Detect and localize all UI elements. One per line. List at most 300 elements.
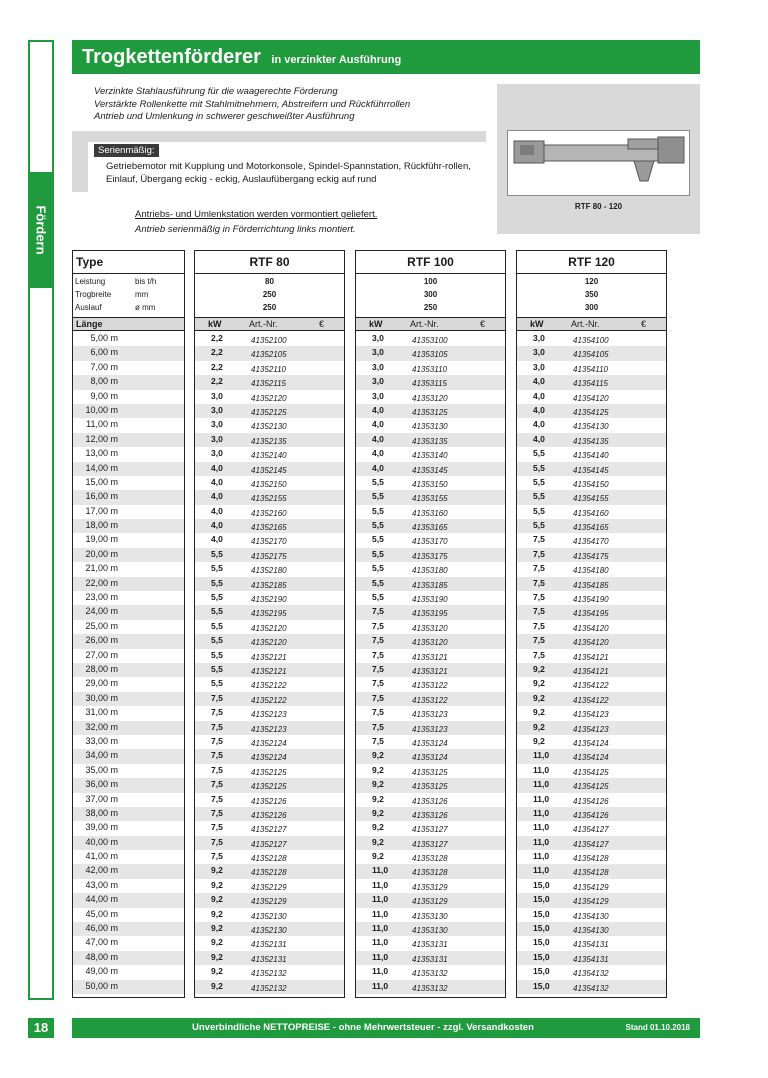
kw-value: 15,0 [533,980,550,991]
kw-value: 7,5 [211,807,223,818]
kw-value: 4,0 [372,448,384,459]
article-number: 41352121 [251,666,287,676]
kw-value: 9,2 [211,865,223,876]
article-number: 41352130 [251,911,287,921]
kw-value: 7,5 [372,678,384,689]
table-row [73,764,184,778]
kw-value: 5,5 [372,520,384,531]
table-row [195,735,344,749]
length-value: 31,00 m [85,707,118,718]
table-row [517,706,666,720]
length-value: 19,00 m [85,534,118,545]
table-row [73,778,184,792]
spec-value: 250 [262,303,277,312]
kw-value: 7,5 [372,735,384,746]
kw-value: 5,5 [533,491,545,502]
table-row [356,663,505,677]
article-number: 41352125 [251,782,287,792]
article-number: 41354175 [573,551,609,561]
article-number: 41353121 [412,666,448,676]
article-number: 41354165 [573,523,609,533]
article-number: 41353165 [412,523,448,533]
length-value: 36,00 m [85,779,118,790]
article-number: 41353155 [412,494,448,504]
article-number: 41354105 [573,350,609,360]
kw-value: 11,0 [533,750,550,761]
kw-value: 11,0 [372,865,389,876]
kw-value: 5,5 [533,505,545,516]
table-row [195,965,344,979]
article-number: 41352170 [251,537,287,547]
article-number: 41352160 [251,508,287,518]
article-number: 41353130 [412,911,448,921]
table-row [517,749,666,763]
kw-value: 15,0 [533,951,550,962]
article-number: 41353132 [412,983,448,993]
table-row [517,433,666,447]
article-number: 41353115 [412,379,447,389]
table-row [517,778,666,792]
article-number: 41353140 [412,451,448,461]
article-number: 41353180 [412,566,448,576]
table-row [356,591,505,605]
table-row [73,375,184,389]
table-row [73,951,184,965]
model-column-rtf80 [194,250,345,998]
kw-value: 7,5 [211,779,223,790]
article-number: 41353100 [412,336,448,345]
column-headers [195,317,344,331]
kw-value: 11,0 [372,937,389,948]
price-header: € [319,319,325,329]
kw-value: 15,0 [533,908,550,919]
article-number: 41353127 [412,839,448,849]
table-row [195,591,344,605]
kw-value: 5,5 [372,476,384,487]
kw-value: 4,0 [372,433,384,444]
length-value: 34,00 m [85,750,118,761]
table-row [356,418,505,432]
table-row [517,864,666,878]
kw-value: 9,2 [211,937,223,948]
table-row [73,433,184,447]
kw-value: 11,0 [372,923,389,934]
article-number: 41352135 [251,436,287,446]
table-row [356,433,505,447]
length-value: 15,00 m [85,476,118,487]
kw-value: 9,2 [533,707,545,718]
intro-line: Antrieb und Umlenkung in schwerer geschweißter Ausführung [94,111,355,122]
article-number: 41352128 [251,868,287,878]
kw-header: kW [369,319,383,329]
table-row [356,692,505,706]
article-number: 41353195 [412,609,448,619]
table-row [195,677,344,691]
table-row [517,922,666,936]
table-row [517,620,666,634]
kw-value: 5,5 [372,491,384,502]
length-value: 25,00 m [85,620,118,631]
article-number: 41354121 [573,652,609,662]
table-row [517,519,666,533]
model-name: RTF 80 [195,251,344,274]
article-number: 41354120 [573,393,609,403]
table-row [356,721,505,735]
article-number: 41353123 [412,710,448,720]
conveyor-illustration [508,131,689,195]
kw-value: 7,5 [372,692,384,703]
kw-value: 5,5 [372,563,384,574]
table-row [356,706,505,720]
kw-value: 9,2 [211,966,223,977]
article-number: 41354155 [573,494,609,504]
table-row [195,980,344,994]
table-row [73,620,184,634]
table-row [517,591,666,605]
table-row [195,519,344,533]
table-row [195,706,344,720]
article-number: 41353124 [412,753,448,763]
footer-note: Unverbindliche NETTOPREISE - ohne Mehrwertsteuer - zzgl. Versandkosten [192,1022,534,1033]
table-row [517,677,666,691]
table-row [356,879,505,893]
kw-value: 11,0 [372,908,389,919]
table-row [517,361,666,375]
table-row [73,807,184,821]
kw-value: 7,5 [533,606,545,617]
table-row [517,490,666,504]
table-row [195,548,344,562]
article-number: 41352124 [251,753,287,763]
article-number: 41352110 [251,364,286,374]
price-header: € [480,319,486,329]
length-value: 45,00 m [85,908,118,919]
table-row [73,821,184,835]
table-row [356,346,505,360]
table-row [356,893,505,907]
note-drive: Antrieb serienmäßig in Förderrichtung links montiert. [135,224,356,235]
article-number: 41352140 [251,451,287,461]
kw-value: 5,5 [372,592,384,603]
table-row [73,692,184,706]
kw-value: 3,0 [372,347,384,358]
kw-value: 11,0 [533,851,550,862]
table-row [356,490,505,504]
article-number: 41352125 [251,767,287,777]
table-row [73,663,184,677]
kw-value: 9,2 [372,779,384,790]
length-value: 17,00 m [85,505,118,516]
kw-value: 9,2 [533,721,545,732]
table-row [73,634,184,648]
table-row [356,836,505,850]
length-value: 5,00 m [90,333,118,343]
article-number: 41353123 [412,724,448,734]
serien-text: Getriebemotor mit Kupplung und Motorkonsole, Spindel-Spannstation, Rückführ-rollen, Einlauf, Übergang eckig - eckig, Auslaufübergang eckig auf rund [106,161,471,185]
kw-value: 7,5 [372,635,384,646]
kw-value: 9,2 [372,851,384,862]
table-row [517,476,666,490]
article-number: 41354145 [573,465,609,475]
kw-value: 9,2 [372,836,384,847]
length-value: 43,00 m [85,879,118,890]
kw-value: 9,2 [211,923,223,934]
footer-date: Stand 01.10.2018 [625,1023,690,1032]
article-number: 41354130 [573,926,609,936]
article-number: 41352123 [251,724,287,734]
table-row [195,605,344,619]
article-number: 41353130 [412,422,448,432]
article-number: 41353120 [412,638,448,648]
kw-value: 7,5 [533,534,545,545]
article-number: 41352120 [251,393,287,403]
product-caption: RTF 80 - 120 [574,202,623,211]
kw-value: 4,0 [211,520,223,531]
article-number: 41352185 [251,580,287,590]
article-number: 41354195 [573,609,609,619]
table-row [517,375,666,389]
kw-value: 9,2 [211,879,223,890]
article-number: 41353129 [412,882,448,892]
table-row [517,764,666,778]
table-row [356,764,505,778]
table-row [517,692,666,706]
article-number: 41354127 [573,825,609,835]
table-row [195,764,344,778]
kw-value: 7,5 [533,577,545,588]
length-value: 12,00 m [85,433,118,444]
article-number: 41352129 [251,882,287,892]
kw-value: 3,0 [533,361,545,372]
table-row [517,548,666,562]
table-row [73,505,184,519]
table-row [356,793,505,807]
type-header: Type [73,251,184,274]
kw-value: 5,5 [211,663,223,674]
length-rows [73,331,184,994]
kw-value: 7,5 [372,620,384,631]
kw-value: 15,0 [533,923,550,934]
article-number: 41352105 [251,350,287,360]
side-tab [28,172,54,288]
article-number: 41353170 [412,537,448,547]
table-row [195,922,344,936]
article-number: 41353145 [412,465,448,475]
kw-value: 9,2 [211,951,223,962]
article-number: 41354122 [573,681,609,691]
article-number: 41354131 [573,940,609,950]
kw-value: 3,0 [211,404,223,415]
article-number: 41352122 [251,695,287,705]
article-number: 41353110 [412,364,447,374]
article-number: 41354132 [573,983,609,993]
kw-value: 5,5 [211,592,223,603]
table-row [73,735,184,749]
kw-value: 2,2 [211,333,223,343]
table-row [73,418,184,432]
table-row [195,505,344,519]
spec-value: 250 [262,290,277,299]
table-row [356,375,505,389]
length-value: 32,00 m [85,721,118,732]
article-number: 41352121 [251,652,287,662]
table-row [195,346,344,360]
table-row [73,922,184,936]
table-row [517,562,666,576]
table-row [356,821,505,835]
table-row [356,620,505,634]
article-number: 41354123 [573,710,609,720]
table-row [356,577,505,591]
table-row [356,505,505,519]
column-headers [356,317,505,331]
kw-value: 3,0 [372,361,384,372]
kw-value: 3,0 [211,419,223,430]
table-row [356,519,505,533]
table-row [356,548,505,562]
table-row [73,562,184,576]
spec-label: Leistung [75,277,106,286]
table-row [517,577,666,591]
kw-header: kW [530,319,544,329]
article-number: 41354140 [573,451,609,461]
table-row [517,908,666,922]
table-row [356,332,505,346]
article-number: 41353131 [412,940,448,950]
table-row [195,404,344,418]
table-row [195,807,344,821]
kw-value: 2,2 [211,361,223,372]
article-number: 41353122 [412,695,448,705]
article-number: 41352125 [251,407,287,417]
article-number: 41353132 [412,969,448,979]
table-row [195,821,344,835]
length-value: 39,00 m [85,822,118,833]
kw-value: 7,5 [211,764,223,775]
spec-label: Trogbreite [75,290,112,299]
kw-value: 7,5 [533,620,545,631]
length-value: 27,00 m [85,649,118,660]
table-row [517,533,666,547]
kw-value: 7,5 [372,707,384,718]
table-row [195,533,344,547]
spec-labels [73,274,184,317]
table-row [73,404,184,418]
table-row [356,922,505,936]
article-number: 41354135 [573,436,609,446]
kw-value: 7,5 [533,548,545,559]
length-value: 35,00 m [85,764,118,775]
article-number: 41352132 [251,969,287,979]
kw-value: 7,5 [211,692,223,703]
kw-value: 9,2 [372,793,384,804]
table-row [356,404,505,418]
table-row [356,936,505,950]
kw-value: 9,2 [211,908,223,919]
table-row [73,864,184,878]
table-row [517,605,666,619]
table-row [195,879,344,893]
kw-value: 3,0 [211,433,223,444]
article-number: 41354121 [573,666,609,676]
table-row [195,375,344,389]
spec-value: 300 [584,303,599,312]
kw-value: 5,5 [211,635,223,646]
article-number: 41352115 [251,379,286,389]
type-column [72,250,185,998]
table-row [195,864,344,878]
table-row [195,936,344,950]
article-number: 41352124 [251,738,287,748]
kw-value: 5,5 [211,577,223,588]
article-number: 41353122 [412,681,448,691]
article-number: 41354125 [573,767,609,777]
article-number: 41353127 [412,825,448,835]
article-number: 41353125 [412,782,448,792]
kw-value: 9,2 [533,735,545,746]
article-number: 41353125 [412,407,448,417]
table-row [195,462,344,476]
article-number: 41352126 [251,810,287,820]
article-number: 41354160 [573,508,609,518]
kw-value: 5,5 [211,678,223,689]
table-row [517,980,666,994]
kw-value: 4,0 [533,404,545,415]
kw-value: 9,2 [211,980,223,991]
article-number: 41352120 [251,623,287,633]
table-row [73,836,184,850]
kw-value: 7,5 [372,649,384,660]
page-subtitle: in verzinkter Ausführung [271,54,402,66]
kw-value: 5,5 [372,505,384,516]
spec-unit: mm [135,290,149,299]
kw-value: 7,5 [533,592,545,603]
article-number: 41352127 [251,839,287,849]
length-value: 14,00 m [85,462,118,473]
kw-value: 7,5 [211,721,223,732]
article-number: 41354123 [573,724,609,734]
article-number: 41353129 [412,897,448,907]
length-value: 42,00 m [85,865,118,876]
kw-value: 5,5 [372,534,384,545]
kw-value: 15,0 [533,879,550,890]
kw-value: 11,0 [533,822,550,833]
table-row [356,533,505,547]
table-row [73,965,184,979]
spec-value: 120 [584,277,599,286]
table-row [517,793,666,807]
table-row [73,793,184,807]
table-row [195,749,344,763]
article-number: 41353190 [412,595,448,605]
table-row [73,346,184,360]
kw-value: 9,2 [211,894,223,905]
kw-value: 9,2 [372,764,384,775]
article-number: 41352126 [251,796,287,806]
model-name: RTF 120 [517,251,666,274]
length-value: 33,00 m [85,735,118,746]
table-row [73,476,184,490]
length-value: 7,00 m [90,361,118,372]
length-value: 16,00 m [85,491,118,502]
table-row [195,649,344,663]
article-number: 41352165 [251,523,287,533]
title-bar [72,40,700,74]
article-number: 41354125 [573,407,609,417]
price-header: € [641,319,647,329]
art-header: Art.-Nr. [249,319,278,329]
article-number: 41352175 [251,551,287,561]
